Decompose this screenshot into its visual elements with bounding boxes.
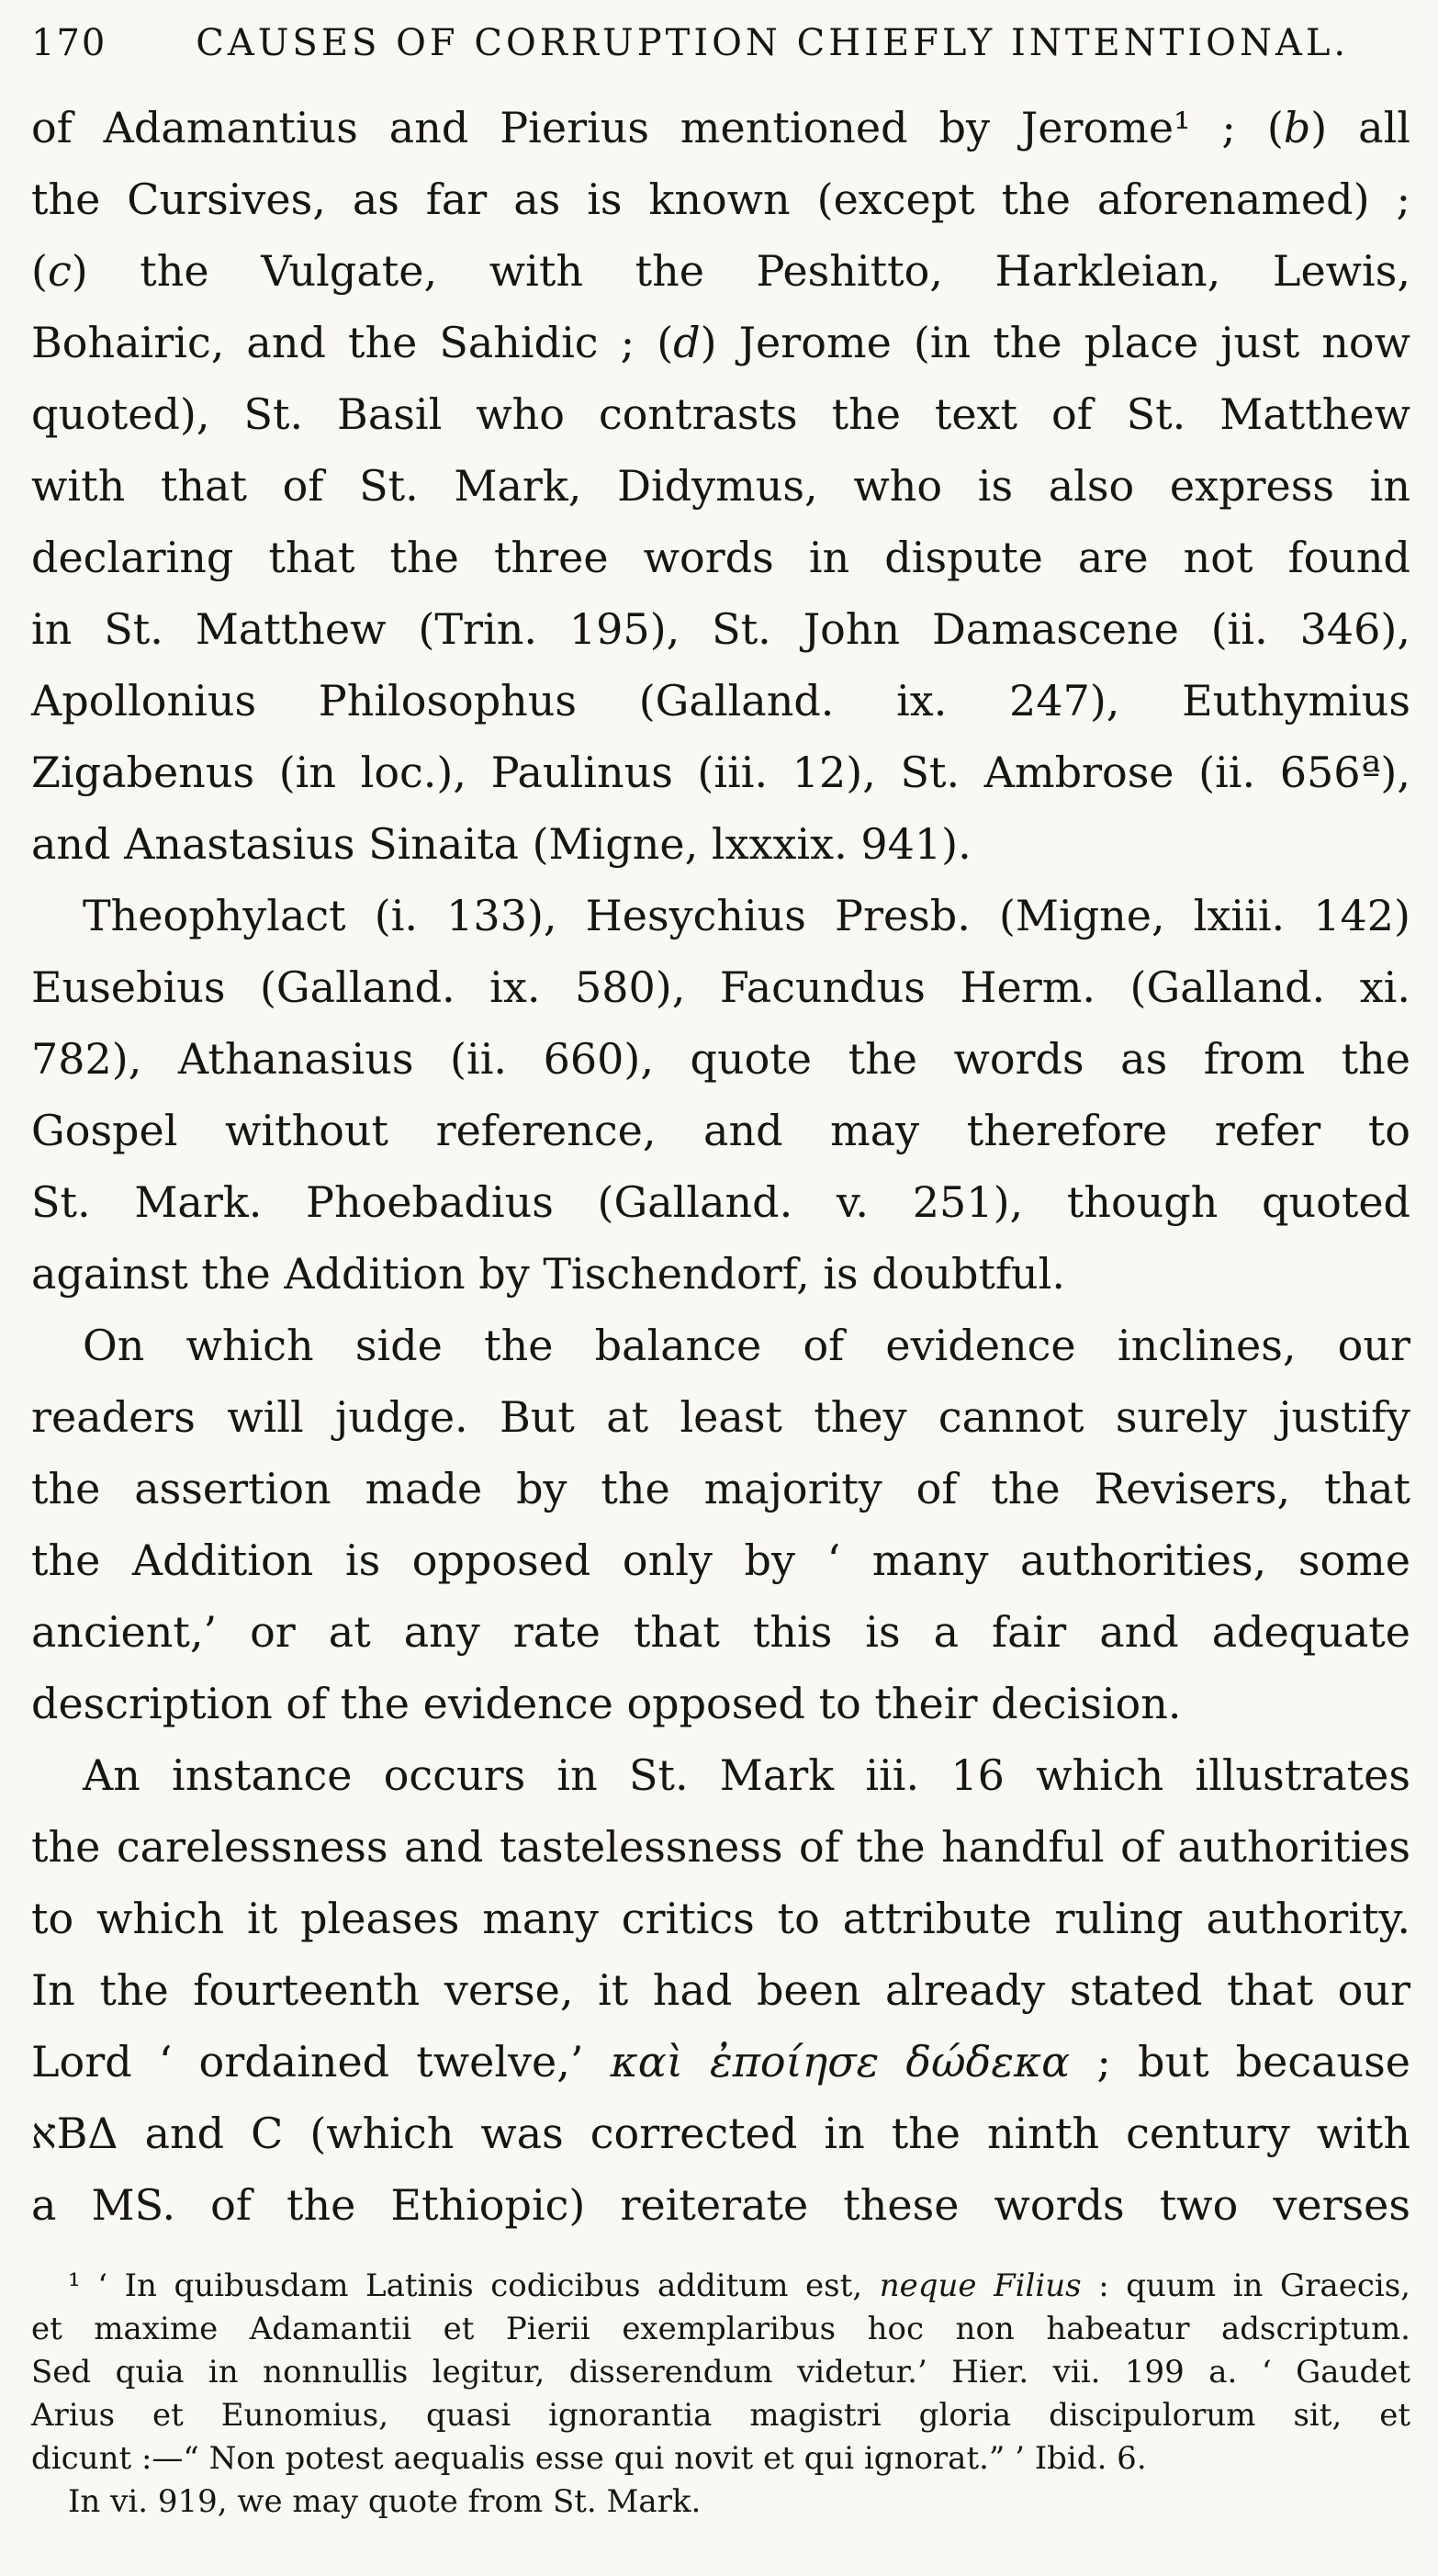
page-header bbox=[31, 22, 1410, 64]
body-text-line: On which side the balance of evidence inclines, our bbox=[83, 1321, 1410, 1370]
body-text-line: Theophylact (i. 133), Hesychius Presb. (Migne, lxiii. 142) bbox=[83, 891, 1410, 940]
body-text bbox=[31, 92, 1410, 2241]
body-text-line: declaring that the three words in dispute are not found bbox=[31, 533, 1410, 582]
body-text-line: St. Mark. Phoebadius (Galland. v. 251), though quoted bbox=[31, 1177, 1410, 1227]
body-text-line: Zigabenus (in loc.), Paulinus (iii. 12), St. Ambrose (ii. 656ª), bbox=[31, 748, 1410, 797]
footnote-line: Arius et Eunomius, quasi ignorantia magistri gloria discipulorum sit, et bbox=[31, 2397, 1410, 2434]
body-text-line: in St. Matthew (Trin. 195), St. John Damascene (ii. 346), bbox=[31, 604, 1410, 654]
body-text-line: 782), Athanasius (ii. 660), quote the words as from the bbox=[31, 1034, 1410, 1084]
footnote-line: Sed quia in nonnullis legitur, disserendum videtur.’ Hier. vii. 199 a. ‘ Gaudet bbox=[31, 2354, 1410, 2390]
body-text-line: description of the evidence opposed to their decision. bbox=[31, 1679, 1182, 1728]
body-text-line: of Adamantius and Pierius mentioned by Jerome¹ ; (b) all bbox=[31, 103, 1410, 152]
body-text-line: אBΔ and C (which was corrected in the ninth century with bbox=[31, 2109, 1410, 2158]
body-text-line: the Addition is opposed only by ‘ many authorities, some bbox=[31, 1535, 1410, 1585]
body-text-line: to which it pleases many critics to attribute ruling authority. bbox=[31, 1894, 1410, 1943]
footnote-line: In vi. 919, we may quote from St. Mark. bbox=[68, 2483, 702, 2520]
body-text-line: against the Addition by Tischendorf, is doubtful. bbox=[31, 1249, 1065, 1299]
body-text-line: a MS. of the Ethiopic) reiterate these words two verses bbox=[31, 2180, 1410, 2230]
footnote-section bbox=[31, 2265, 1410, 2524]
body-text-line: In the fourteenth verse, it had been already stated that our bbox=[31, 1965, 1410, 2015]
footnote-line: ¹ ‘ In quibusdam Latinis codicibus additum est, neque Filius : quum in Graecis, bbox=[68, 2267, 1410, 2304]
body-text-line: the assertion made by the majority of the Revisers, that bbox=[31, 1464, 1410, 1513]
body-text-line: and Anastasius Sinaita (Migne, lxxxix. 941). bbox=[31, 819, 972, 869]
body-text-line: Eusebius (Galland. ix. 580), Facundus Herm. (Galland. xi. bbox=[31, 962, 1410, 1012]
body-text-line: Gospel without reference, and may therefore refer to bbox=[31, 1106, 1410, 1155]
body-text-line: (c) the Vulgate, with the Peshitto, Harkleian, Lewis, bbox=[31, 246, 1410, 296]
body-text-line: with that of St. Mark, Didymus, who is also express in bbox=[31, 461, 1410, 511]
page-number: 170 bbox=[31, 22, 107, 64]
body-text-line: Apollonius Philosophus (Galland. ix. 247), Euthymius bbox=[31, 676, 1410, 726]
body-text-line: Bohairic, and the Sahidic ; (d) Jerome (in the place just now bbox=[31, 318, 1410, 367]
body-text-line: Lord ‘ ordained twelve,’ καὶ ἐποίησε δώδεκα ; but because bbox=[31, 2037, 1410, 2087]
footnote-line: dicunt :—“ Non potest aequalis esse qui novit et qui ignorat.” ’ Ibid. 6. bbox=[31, 2440, 1147, 2477]
body-text-line: An instance occurs in St. Mark iii. 16 which illustrates bbox=[83, 1750, 1410, 1800]
running-title: CAUSES OF CORRUPTION CHIEFLY INTENTIONAL. bbox=[196, 22, 1350, 64]
body-text-line: the carelessness and tastelessness of the handful of authorities bbox=[31, 1822, 1410, 1872]
body-text-line: ancient,’ or at any rate that this is a fair and adequate bbox=[31, 1607, 1410, 1657]
body-text-line: the Cursives, as far as is known (except the aforenamed) ; bbox=[31, 174, 1410, 224]
body-text-line: quoted), St. Basil who contrasts the text of St. Matthew bbox=[31, 389, 1410, 439]
body-text-line: readers will judge. But at least they cannot surely justify bbox=[31, 1392, 1410, 1442]
footnote-line: et maxime Adamantii et Pierii exemplaribus hoc non habeatur adscriptum. bbox=[31, 2311, 1410, 2347]
